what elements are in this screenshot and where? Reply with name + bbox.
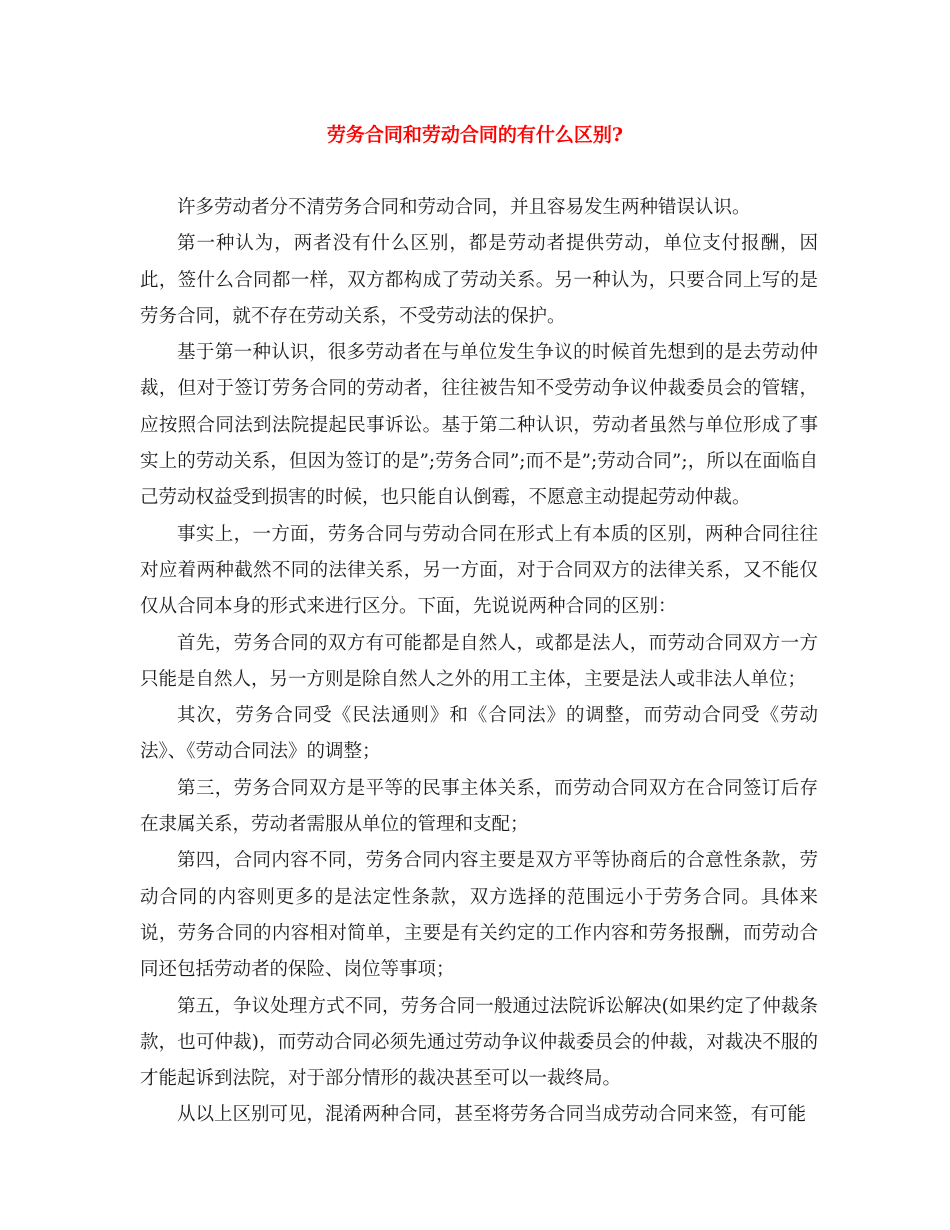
paragraph: 许多劳动者分不清劳务合同和劳动合同，并且容易发生两种错误认识。 [177, 197, 751, 218]
paragraph: 从以上区别可见，混淆两种合同，甚至将劳务合同当成劳动合同来签，有可能 [177, 1104, 807, 1126]
paragraph: 其次，劳务合同受《民法通则》和《合同法》的调整，而劳动合同受《劳动法》、《劳动合同法》的调整； [140, 705, 818, 763]
paragraph: 第四，合同内容不同，劳务合同内容主要是双方平等协商后的合意性条款，劳动合同的内容则更多的是法定性条款，双方选择的范围远小于劳务合同。具体来说，劳务合同的内容相对简单，主要是有关约定的工作内容和劳务报酬，而劳动合同还包括劳动者的保险、岗位等事项； [140, 850, 818, 981]
paragraph: 第三，劳务合同双方是平等的民事主体关系，而劳动合同双方在合同签订后存在隶属关系，劳动者需服从单位的管理和支配； [140, 777, 818, 836]
document-body [140, 190, 818, 1134]
document-title: 劳务合同和劳动合同的有什么区别? [326, 124, 624, 146]
paragraph: 第一种认为，两者没有什么区别，都是劳动者提供劳动，单位支付报酬，因此，签什么合同都一样，双方都构成了劳动关系。另一种认为，只要合同上写的是劳务合同，就不存在劳动关系，不受劳动法的保护。 [140, 233, 818, 327]
paragraph: 第五，争议处理方式不同，劳务合同一般通过法院诉讼解决(如果约定了仲裁条款，也可仲裁)，而劳动合同必须先通过劳动争议仲裁委员会的仲裁，对裁决不服的才能起诉到法院，对于部分情形的裁决甚至可以一裁终局。 [140, 995, 818, 1090]
paragraph: 基于第一种认识，很多劳动者在与单位发生争议的时候首先想到的是去劳动仲裁，但对于签订劳务合同的劳动者，往往被告知不受劳动争议仲裁委员会的管辖，应按照合同法到法院提起民事诉讼。基于第二种认识，劳动者虽然与单位形成了事实上的劳动关系，但因为签订的是”;劳务合同”;而不是”;劳动合同”;，所以在面临自己劳动权益受到损害的时候，也只能自认倒霉，不愿意主动提起劳动仲裁。 [140, 342, 818, 509]
paragraph: 事实上，一方面，劳务合同与劳动合同在形式上有本质的区别，两种合同往往对应着两种截然不同的法律关系，另一方面，对于合同双方的法律关系，又不能仅仅从合同本身的形式来进行区分。下面，先说说两种合同的区别： [140, 523, 818, 618]
paragraph: 首先，劳务合同的双方有可能都是自然人，或都是法人，而劳动合同双方一方只能是自然人，另一方则是除自然人之外的用工主体，主要是法人或非法人单位； [140, 632, 818, 690]
